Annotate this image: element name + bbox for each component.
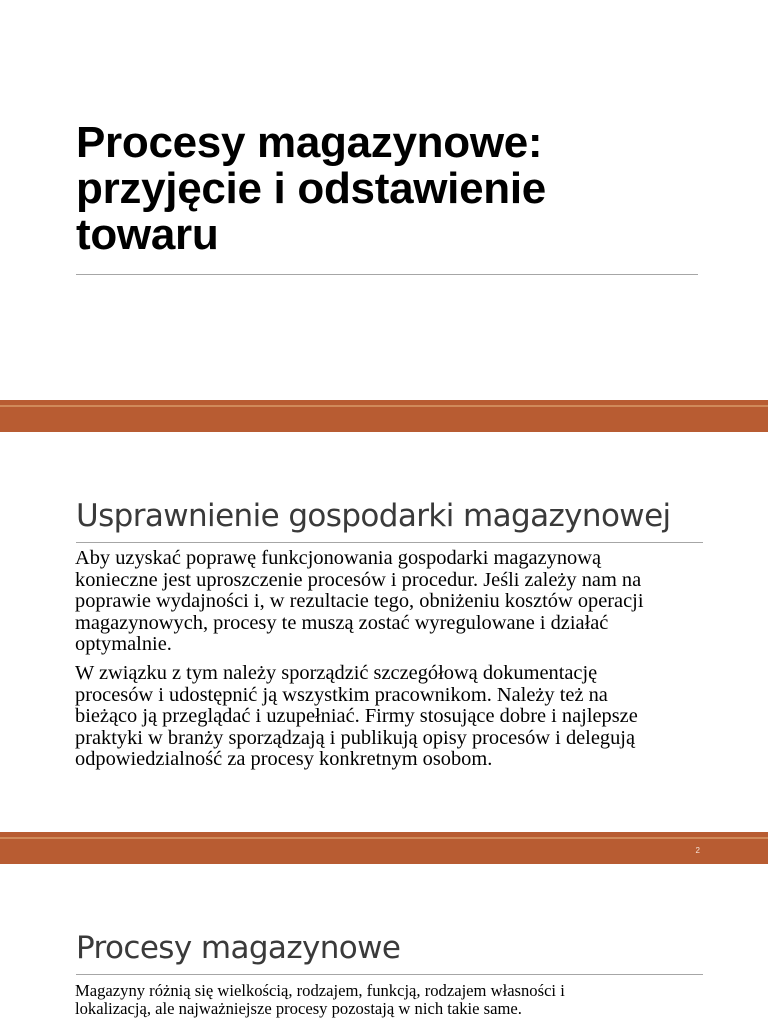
title-line-2: przyjęcie i odstawienie bbox=[76, 164, 546, 213]
slide-3-line-2: lokalizacją, ale najważniejsze procesy pozostają w nich takie same. bbox=[75, 999, 522, 1018]
separator-accent-line bbox=[0, 405, 768, 407]
paragraph-2-line-5: odpowiedzialność za procesy konkretnym osobom. bbox=[75, 748, 493, 771]
slide-2 bbox=[0, 432, 768, 832]
title-line-3: towaru bbox=[76, 210, 219, 259]
title-line-1: Procesy magazynowe: bbox=[76, 118, 543, 167]
title-divider bbox=[76, 274, 698, 275]
slide-3-body bbox=[75, 982, 710, 1018]
slide-3-title-divider bbox=[76, 974, 703, 975]
paragraph-1-line-4: magazynowych, procesy te muszą zostać wyregulowane i działać bbox=[75, 611, 609, 634]
paragraph-1-line-5: optymalnie. bbox=[75, 633, 172, 656]
slide-2-title-divider bbox=[76, 542, 703, 543]
paragraph-1-line-1: Aby uzyskać poprawę funkcjonowania gospodarki magazynową bbox=[75, 547, 602, 569]
slide-2-body bbox=[75, 548, 710, 778]
slide-3-line-1: Magazyny różnią się wielkością, rodzajem, funkcją, rodzajem własności i bbox=[75, 981, 565, 1000]
slide-separator-2 bbox=[0, 832, 768, 864]
paragraph-1-line-2: konieczne jest uproszczenie procesów i procedur. Jeśli zależy nam na bbox=[75, 568, 642, 591]
paragraph-1-line-3: poprawie wydajności i, w rezultacie tego, obniżeniu kosztów operacji bbox=[75, 590, 644, 613]
paragraph-2-line-2: procesów i udostępnić ją wszystkim pracownikom. Należy też na bbox=[75, 683, 608, 706]
paragraph-2-line-1: W związku z tym należy sporządzić szczegółową dokumentację bbox=[75, 661, 598, 684]
slide-3 bbox=[0, 864, 768, 1024]
paragraph-2 bbox=[75, 663, 710, 771]
slide-number: 2 bbox=[695, 846, 700, 855]
paragraph-1 bbox=[75, 548, 710, 656]
slide-2-title: Usprawnienie gospodarki magazynowej bbox=[76, 498, 671, 534]
paragraph-2-line-3: bieżąco ją przeglądać i uzupełniać. Firmy stosujące dobre i najlepsze bbox=[75, 705, 638, 728]
presentation-title bbox=[76, 120, 716, 258]
paragraph-2-line-4: praktyki w branży sporządzają i publikują opisy procesów i delegują bbox=[75, 726, 636, 749]
slide-3-title: Procesy magazynowe bbox=[76, 930, 401, 966]
separator-accent-line bbox=[0, 837, 768, 839]
slide-separator-1 bbox=[0, 400, 768, 432]
slide-1 bbox=[0, 0, 768, 400]
